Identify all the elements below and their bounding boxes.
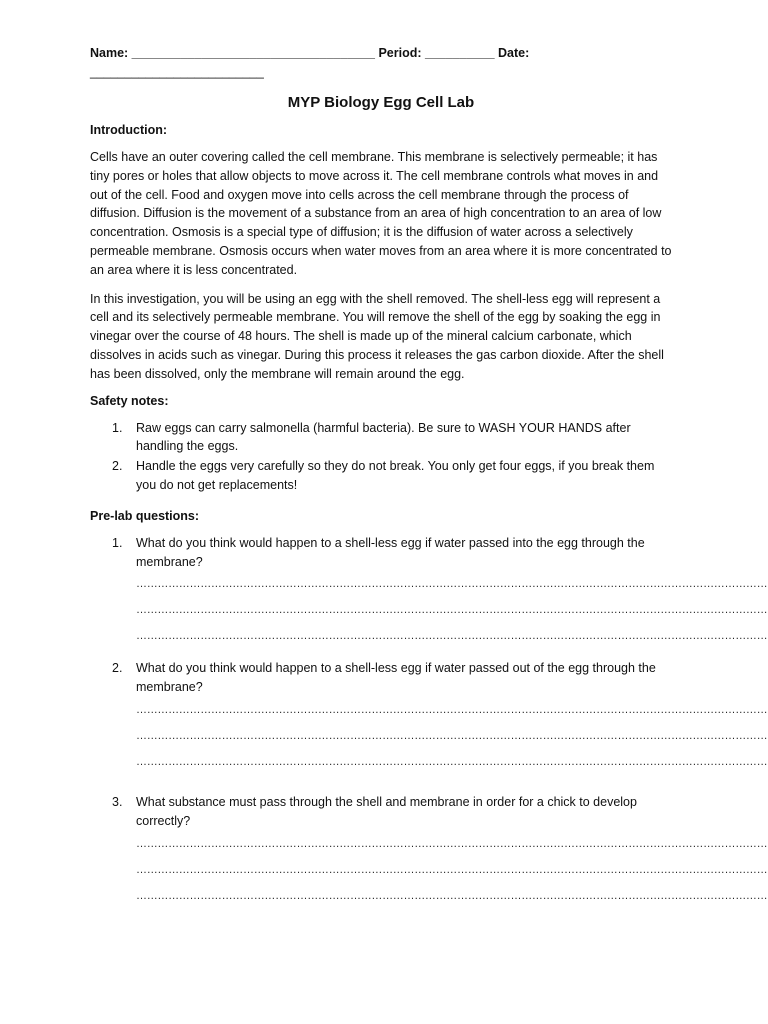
answer-line[interactable]: ……………………………………………………………………………………………………………………………………………………………: [136, 837, 768, 850]
answer-line[interactable]: ……………………………………………………………………………………………………………………………………………………………: [136, 889, 768, 902]
answer-line[interactable]: ……………………………………………………………………………………………………………………………………………………………: [136, 630, 768, 643]
safety-note-item: [90, 419, 672, 457]
introduction-paragraph-1: Cells have an outer covering called the cell membrane. This membrane is selectively permeable; it has tiny pores or holes that allow objects to move across it. The cell membrane controls what moves in and out of the cell. Food and oxygen move into cells across the cell membrane through the process of diffusion. Diffusion is the movement of a substance from an area of high concentration to an area of low concentration. Osmosis is a special type of diffusion; it is the diffusion of water across a selectively permeable membrane. Osmosis occurs when water moves from an area where it is more concentrated to an area where it is less concentrated.: [90, 150, 672, 277]
item-text: Handle the eggs very carefully so they do not break. You only get four eggs, if you break them you do not get replacements!: [136, 459, 655, 492]
date-blank-line: _________________________: [90, 65, 264, 79]
item-number: 1.: [112, 420, 123, 435]
answer-line[interactable]: ……………………………………………………………………………………………………………………………………………………………: [136, 863, 768, 876]
prelab-questions-heading: Pre-lab questions:: [90, 508, 200, 523]
answer-line[interactable]: ……………………………………………………………………………………………………………………………………………………………: [136, 755, 768, 768]
question-text: What do you think would happen to a shell-less egg if water passed into the egg through the membrane?: [136, 535, 645, 569]
page-title: MYP Biology Egg Cell Lab: [287, 94, 475, 111]
question-text: What do you think would happen to a shell-less egg if water passed out of the egg through the membrane?: [136, 661, 656, 695]
answer-line[interactable]: ……………………………………………………………………………………………………………………………………………………………: [136, 604, 768, 617]
question-number: 2.: [112, 661, 123, 676]
introduction-paragraph-2: In this investigation, you will be using an egg with the shell removed. The shell-less egg will represent a cell and its selectively permeable membrane. You will remove the shell of the egg by soaking the egg in vinegar over the course of 48 hours. The shell is made up of the mineral calcium carbonate, which dissolves in acids such as vinegar. During this process it releases the gas carbon dioxide. After the shell has been dissolved, only the membrane will remain around the egg.: [90, 291, 664, 381]
prelab-questions-list: [90, 534, 768, 909]
name-period-date-line: Name: ___________________________________ Period: __________ Date:: [90, 46, 530, 60]
item-number: 2.: [112, 459, 123, 474]
question-number: 3.: [112, 794, 123, 809]
question-text: What substance must pass through the shell and membrane in order for a chick to develop correctly?: [136, 794, 637, 828]
answer-line[interactable]: ……………………………………………………………………………………………………………………………………………………………: [136, 729, 768, 742]
question-number: 1.: [112, 535, 123, 550]
safety-notes-list: [90, 419, 672, 495]
introduction-heading: Introduction:: [90, 123, 168, 137]
question-item: [90, 659, 768, 775]
safety-note-item: [90, 457, 672, 495]
safety-notes-heading: Safety notes:: [90, 393, 169, 408]
item-text: Raw eggs can carry salmonella (harmful bacteria). Be sure to WASH YOUR HANDS after handling the eggs.: [136, 420, 631, 454]
question-item: [90, 793, 768, 909]
answer-line[interactable]: ……………………………………………………………………………………………………………………………………………………………: [136, 578, 768, 591]
question-item: [90, 534, 768, 650]
answer-line[interactable]: ……………………………………………………………………………………………………………………………………………………………: [136, 703, 768, 716]
